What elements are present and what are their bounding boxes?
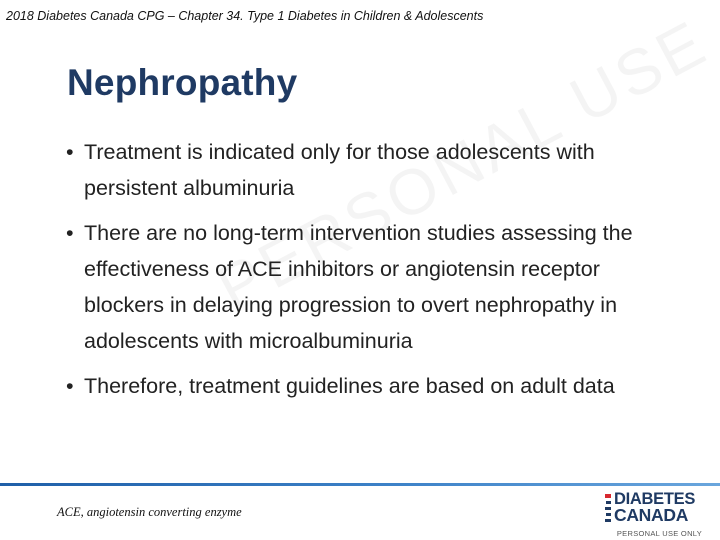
logo-wordmark xyxy=(614,491,695,523)
bullet-item xyxy=(62,134,662,206)
bullet-marker: • xyxy=(66,374,74,398)
bullet-text: Therefore, treatment guidelines are based on adult data xyxy=(84,374,615,398)
bullet-marker: • xyxy=(66,140,74,164)
slide-header: 2018 Diabetes Canada CPG – Chapter 34. Type 1 Diabetes in Children & Adolescents xyxy=(6,9,484,23)
slide-title: Nephropathy xyxy=(67,62,298,103)
bullet-text: Treatment is indicated only for those adolescents with persistent albuminuria xyxy=(84,140,595,200)
bullet-item xyxy=(62,215,662,359)
logo-line-2: CANADA xyxy=(614,505,689,525)
bullet-item xyxy=(62,368,662,404)
logo-mark-icon xyxy=(605,492,613,526)
personal-use-label: PERSONAL USE ONLY xyxy=(616,529,702,538)
footnote: ACE, angiotensin converting enzyme xyxy=(57,505,242,519)
bullet-text: There are no long-term intervention studies assessing the effectiveness of ACE inhibitors or angiotensin receptor blockers in delaying progression to overt nephropathy in adolescents with microalbuminuria xyxy=(84,221,633,353)
bullet-marker: • xyxy=(66,221,74,245)
diabetes-canada-logo xyxy=(605,489,715,529)
bullet-list xyxy=(62,134,662,413)
footer-divider xyxy=(0,483,720,486)
logo-line-1: DIABETES xyxy=(614,490,696,508)
